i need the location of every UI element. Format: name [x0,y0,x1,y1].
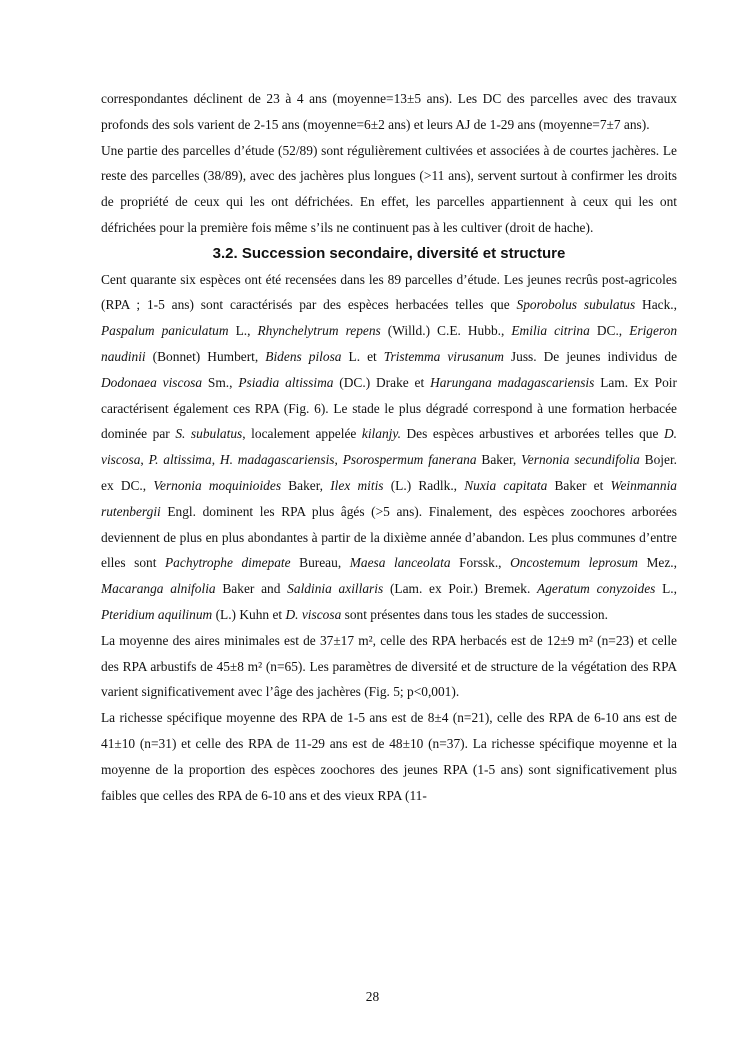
text-run: DC., [589,323,630,339]
paragraph-especes [101,267,677,628]
text-run: (L.) Kuhn et [212,606,286,622]
species-name: Emilia citrina [511,323,590,339]
text-run: Des espèces arbustives et arborées telles que [400,426,664,442]
species-name: Weinmannia rutenbergii [101,477,677,519]
text-run: L., [228,323,258,339]
text-run: Hack., [635,297,677,313]
text-run: correspondantes déclinent de 23 à 4 ans (moyenne=13±5 ans). Les DC des parcelles avec des travaux profonds des sols varient de 2-15 ans (moyenne=6±2 ans) et leurs AJ de 1-29 ans (moyenne=7±7 ans). [101,91,677,132]
species-name: Harungana madagascariensis [430,374,595,390]
text-run: Sm., [202,374,239,390]
text-run: , [211,452,220,468]
text-run: La moyenne des aires minimales est de 37±17 m², celle des RPA herbacés est de 12±9 m² (n=23) et celle des RPA arbustifs de 45±8 m² (n=65). Les paramètres de diversité et de structure de la végétation des RPA varient significativement avec l’âge des jachères (Fig. 5; p<0,001). [101,632,677,700]
text-run: Baker and [215,581,288,597]
text-run: (L.) Radlk., [383,477,465,493]
text-run: (Bonnet) Humbert, [145,348,266,364]
text-run: Baker, [281,477,331,493]
text-run: Engl. dominent les RPA plus âgés (>5 ans). Finalement, des espèces zoochores arborées deviennent de plus en plus abondantes à partir de la dixième année d’abandon. Les plus communes d’entre elles sont [101,503,677,571]
species-name: Saldinia axillaris [287,581,384,597]
species-name: Bidens pilosa [265,348,342,364]
text-run: Baker et [547,477,611,493]
species-name: Maesa lanceolata [349,555,451,571]
text-block-before-heading [101,86,677,241]
text-run: Juss. De jeunes individus de [503,348,678,364]
species-name: Psorospermum fanerana [342,452,477,468]
text-run: sont présentes dans tous les stades de succession. [341,606,608,622]
text-run: La richesse spécifique moyenne des RPA de 1-5 ans est de 8±4 (n=21), celle des RPA de 6-10 ans est de 41±10 (n=31) et celle des RPA de 11-29 ans est de 48±10 (n=37). La richesse spécifique moyenne et la moyenne de la proportion des espèces zoochores des jeunes RPA (1-5 ans) sont significativement plus faibles que celles des RPA de 6-10 ans et des vieux RPA (11- [101,710,677,803]
page-body [101,86,677,808]
text-run: Baker, [476,452,522,468]
text-run: Lam. Ex Poir caractérisent également ces RPA (Fig. 6). Le stade le plus dégradé correspond à une formation herbacée dominée par [101,374,677,442]
species-name: H. madagascariensis [219,452,335,468]
species-name: Nuxia capitata [464,477,548,493]
text-run: Bojer. ex DC., [101,452,678,493]
text-run: Forssk., [450,555,511,571]
text-run: L., [655,581,677,597]
species-name: Ageratum conyzoides [537,581,656,597]
paragraph-aires [101,628,677,705]
page-number: 28 [365,989,380,1004]
species-name: Psiadia altissima [238,374,334,390]
species-name: Vernonia secundifolia [521,452,640,468]
text-run: (DC.) Drake et [333,374,431,390]
text-run: L. et [341,348,384,364]
species-name: Pachytrophe dimepate [165,555,291,571]
species-name: Dodonaea viscosa [101,374,203,390]
species-name: Ilex mitis [330,477,384,493]
text-run: Mez., [637,555,677,571]
species-name: D. viscosa [285,606,342,622]
text-run: , [334,452,343,468]
species-name: Macaranga alnifolia [101,581,216,597]
text-run: (Willd.) C.E. Hubb., [380,323,512,339]
text-run: , localement appelée [242,426,362,442]
section-heading: 3.2. Succession secondaire, diversité et structure [212,244,566,262]
species-name: Erigeron naudinii [101,323,678,364]
species-name: Pteridium aquilinum [101,606,213,622]
text-run: (Lam. ex Poir.) Bremek. [383,581,538,597]
species-name: P. altissima [148,452,212,468]
species-name: Tristemma virusanum [383,348,504,364]
text-run: Bureau, [290,555,350,571]
species-name: S. subulatus [175,426,243,442]
paragraph-richesse [101,705,677,808]
species-name: D. viscosa [101,426,677,468]
text-run: Cent quarante six espèces ont été recensées dans les 89 parcelles d’étude. Les jeunes recrûs post-agricoles (RPA ; 1-5 ans) sont caractérisés par des espèces herbacées telles que [101,271,677,313]
species-name: Rhynchelytrum repens [257,323,381,339]
species-name: kilanjy. [361,426,401,442]
text-run: Une partie des parcelles d’étude (52/89) sont régulièrement cultivées et associées à de courtes jachères. Le reste des parcelles (38/89), avec des jachères plus longues (>11 ans), servent surtout à confirmer les droits de propriété de ceux qui les ont défrichées. En effet, les parcelles appartiennent à ceux qui les ont défrichées pour la première fois même s’ils ne continuent pas à les cultiver (droit de hache). [101,142,677,235]
paragraph-parcelles [101,138,677,241]
text-run: , [140,452,149,468]
species-name: Paspalum paniculatum [101,323,229,339]
species-name: Sporobolus subulatus [516,297,636,313]
text-block-after-heading [101,267,677,809]
species-name: Vernonia moquinioides [153,477,282,493]
species-name: Oncostemum leprosum [510,555,638,571]
paragraph-continuation [101,86,677,138]
